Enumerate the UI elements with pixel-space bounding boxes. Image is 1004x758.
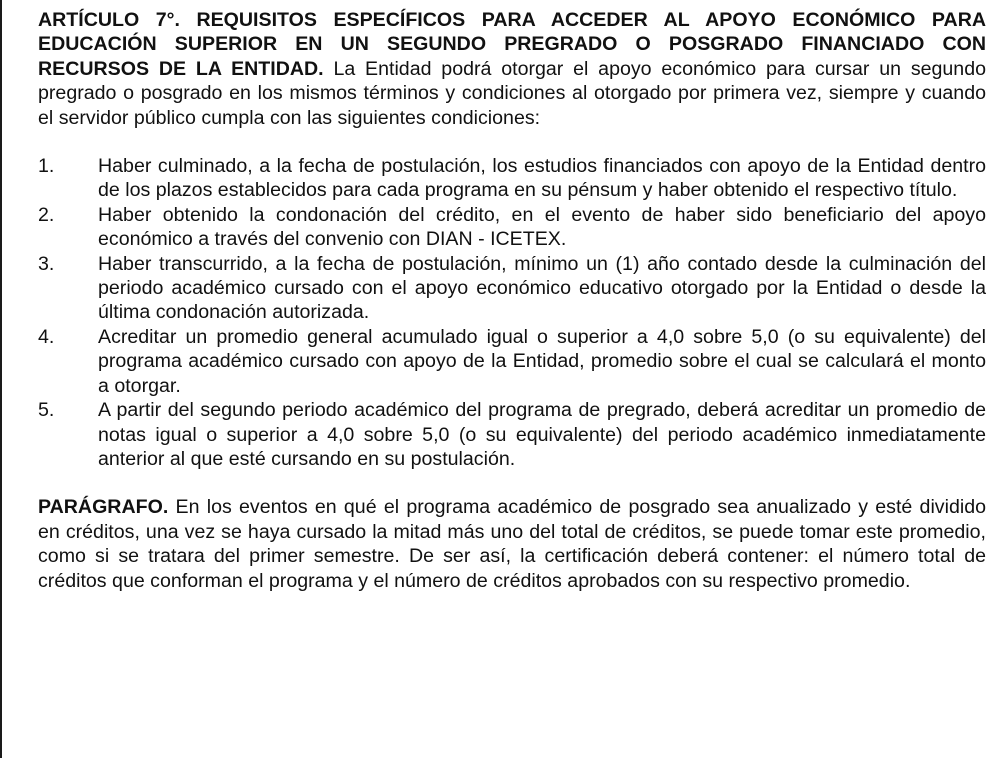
article-heading: ARTÍCULO 7°. REQUISITOS ESPECÍFICOS PARA ACCEDER AL APOYO ECONÓMICO PARA EDUCACIÓN SUPERIOR EN UN SEGUNDO PREGRADO O POSGRADO FINANCIADO CON RECURSOS DE LA ENTIDAD. bbox=[38, 9, 986, 80]
item-text: Haber transcurrido, a la fecha de postulación, mínimo un (1) año contado desde la culminación del periodo académico cursado con el apoyo económico educativo otorgado por la Entidad o desde la última condonación autorizada. bbox=[98, 252, 986, 324]
item-text: A partir del segundo periodo académico del programa de pregrado, deberá acreditar un promedio de notas igual o superior a 4,0 sobre 5,0 (o su equivalente) del periodo académico inmediatamente anterior al que esté cursando en su postulación. bbox=[98, 399, 986, 470]
article-7-paragraph bbox=[38, 8, 986, 130]
list-item bbox=[38, 252, 986, 325]
item-number: 4. bbox=[38, 325, 55, 348]
item-text: Acreditar un promedio general acumulado igual o superior a 4,0 sobre 5,0 (o su equivalente) del programa académico cursado con apoyo de la Entidad, promedio sobre el cual se calculará el monto a otorgar. bbox=[98, 325, 986, 397]
list-item bbox=[38, 203, 986, 252]
left-margin-rule bbox=[0, 0, 2, 758]
item-number: 5. bbox=[38, 399, 55, 422]
paragrafo-heading: PARÁGRAFO. bbox=[38, 496, 169, 519]
paragrafo-text: En los eventos en qué el programa académico de posgrado sea anualizado y esté dividido en créditos, una vez se haya cursado la mitad más uno del total de créditos, se puede tomar este promedio, como si se tratara del primer semestre. De ser así, la certificación deberá contener: el número total de créditos que conforman el programa y el número de créditos aprobados con su respectivo promedio. bbox=[38, 496, 986, 592]
item-number: 3. bbox=[38, 252, 55, 275]
item-number: 1. bbox=[38, 155, 55, 178]
list-item bbox=[38, 154, 986, 203]
list-item bbox=[38, 398, 986, 471]
item-text: Haber obtenido la condonación del crédito, en el evento de haber sido beneficiario del apoyo económico a través del convenio con DIAN - ICETEX. bbox=[98, 203, 986, 251]
document-page bbox=[38, 8, 986, 593]
item-number: 2. bbox=[38, 203, 55, 226]
list-item bbox=[38, 325, 986, 398]
paragrafo-paragraph bbox=[38, 495, 986, 593]
item-text: Haber culminado, a la fecha de postulación, los estudios financiados con apoyo de la Entidad dentro de los plazos establecidos para cada programa en su pénsum y haber obtenido el respectivo título. bbox=[98, 155, 986, 202]
conditions-list bbox=[38, 154, 986, 471]
article-intro: La Entidad podrá otorgar el apoyo económico para cursar un segundo pregrado o posgrado en los mismos términos y condiciones al otorgado por primera vez, siempre y cuando el servidor público cumpla con las siguientes condiciones: bbox=[38, 57, 986, 129]
